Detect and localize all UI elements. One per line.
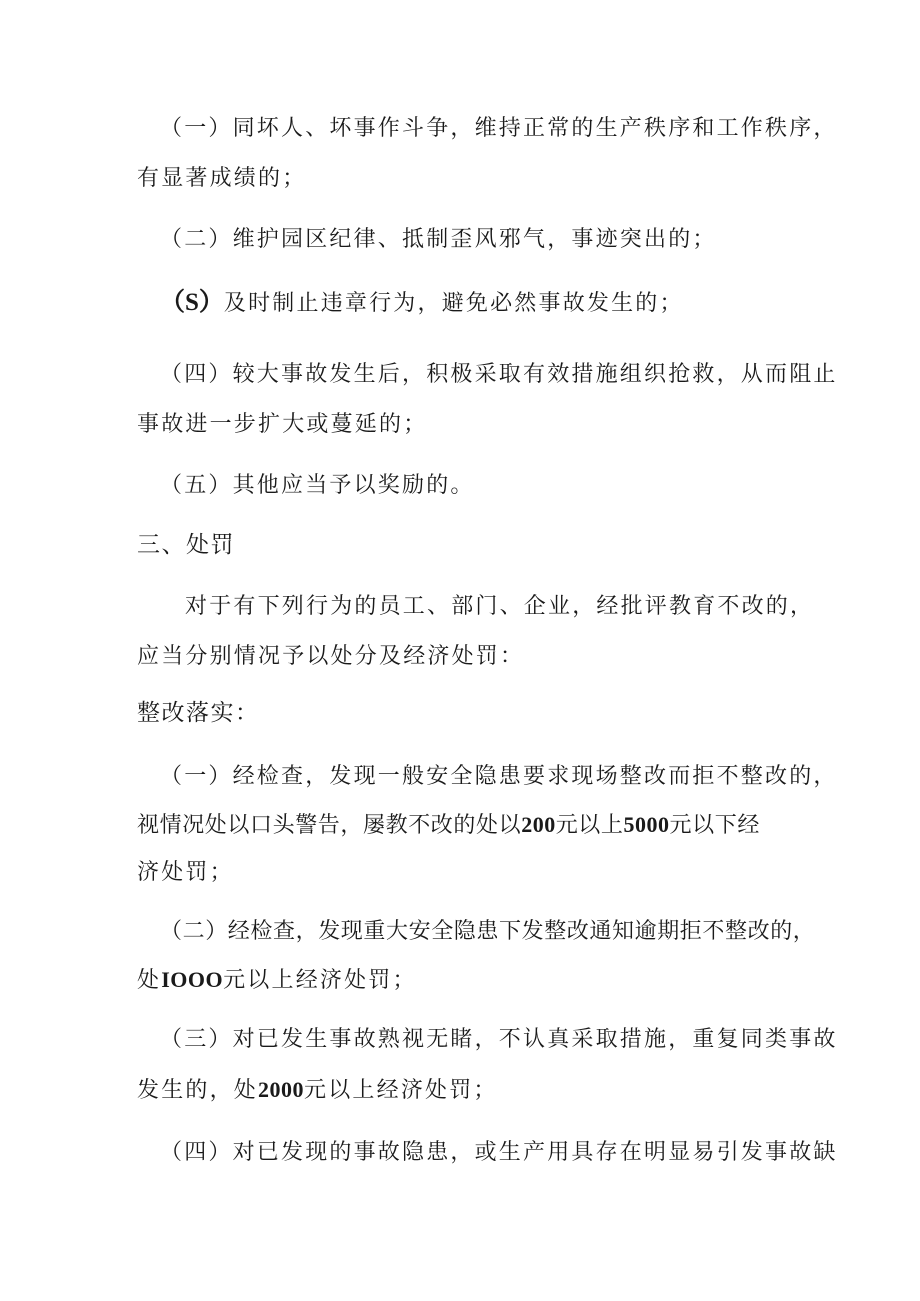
- amount: 2000: [258, 1077, 305, 1102]
- text: 整改落实：: [137, 700, 260, 726]
- item-marker: （S）: [160, 289, 224, 316]
- text: 对于有下列行为的员工、部门、企业，经批评教育不改的，: [185, 594, 815, 619]
- text: 处: [137, 968, 162, 993]
- text: （三）对已发生事故熟视无睹，不认真采取措施，重复同类事故: [160, 1027, 838, 1052]
- penalty-item-2-line-1: [160, 918, 815, 946]
- penalty-intro-line-2: [137, 643, 524, 671]
- text: （一）同坏人、坏事作斗争，维持正常的生产秩序和工作秩序，: [160, 116, 838, 141]
- penalty-item-3-line-2: [137, 1076, 498, 1105]
- penalty-item-1-line-3: [137, 859, 234, 887]
- text: 发生的，处: [137, 1078, 259, 1103]
- text: 元以上经济处罚；: [223, 968, 417, 993]
- subheading-rectification: [137, 699, 260, 727]
- reward-item-4-line-2: [137, 411, 427, 439]
- text: 事故进一步扩大或蔓延的；: [137, 412, 428, 437]
- penalty-item-3-line-1: [160, 1026, 838, 1054]
- text: 有显著成绩的；: [137, 166, 307, 191]
- penalty-item-4-line-1: [160, 1139, 838, 1167]
- text: （四）较大事故发生后，积极采取有效措施组织抢救，从而阻止: [160, 362, 838, 387]
- text: （五）其他应当予以奖励的。: [160, 473, 475, 498]
- amount: 200: [521, 812, 556, 837]
- section-heading-penalty: [137, 531, 235, 559]
- text: 元以上: [555, 813, 624, 838]
- text: 济处罚；: [137, 860, 234, 885]
- penalty-item-1-line-1: [160, 763, 838, 791]
- reward-item-3: [160, 289, 684, 318]
- text: （四）对已发现的事故隐患，或生产用具存在明显易引发事故缺: [160, 1140, 838, 1165]
- reward-item-2: [160, 226, 717, 254]
- amount: IOOO: [161, 967, 224, 992]
- amount: 5000: [623, 812, 670, 837]
- text: 元以上经济处罚；: [304, 1078, 498, 1103]
- text: （二）维护园区纪律、抵制歪风邪气，事迹突出的；: [160, 227, 717, 252]
- penalty-item-2-line-2: [137, 966, 417, 995]
- text: 三、处罚: [137, 532, 235, 558]
- penalty-intro-line-1: [185, 593, 814, 621]
- penalty-item-1-line-2: [137, 811, 760, 840]
- reward-item-1-line-2: [137, 165, 306, 193]
- text: 元以下经: [669, 813, 760, 838]
- text: 及时制止违章行为，避免必然事故发生的；: [223, 291, 684, 316]
- reward-item-4-line-1: [160, 361, 838, 389]
- text: 应当分别情况予以处分及经济处罚：: [137, 644, 525, 669]
- reward-item-1-line-1: [160, 115, 838, 143]
- text: （一）经检查，发现一般安全隐患要求现场整改而拒不整改的，: [160, 764, 838, 789]
- text: 视情况处以口头警告，屡教不改的处以: [137, 813, 522, 838]
- reward-item-5: [160, 472, 475, 500]
- text: （二）经检查，发现重大安全隐患下发整改通知逾期拒不整改的，: [160, 919, 816, 944]
